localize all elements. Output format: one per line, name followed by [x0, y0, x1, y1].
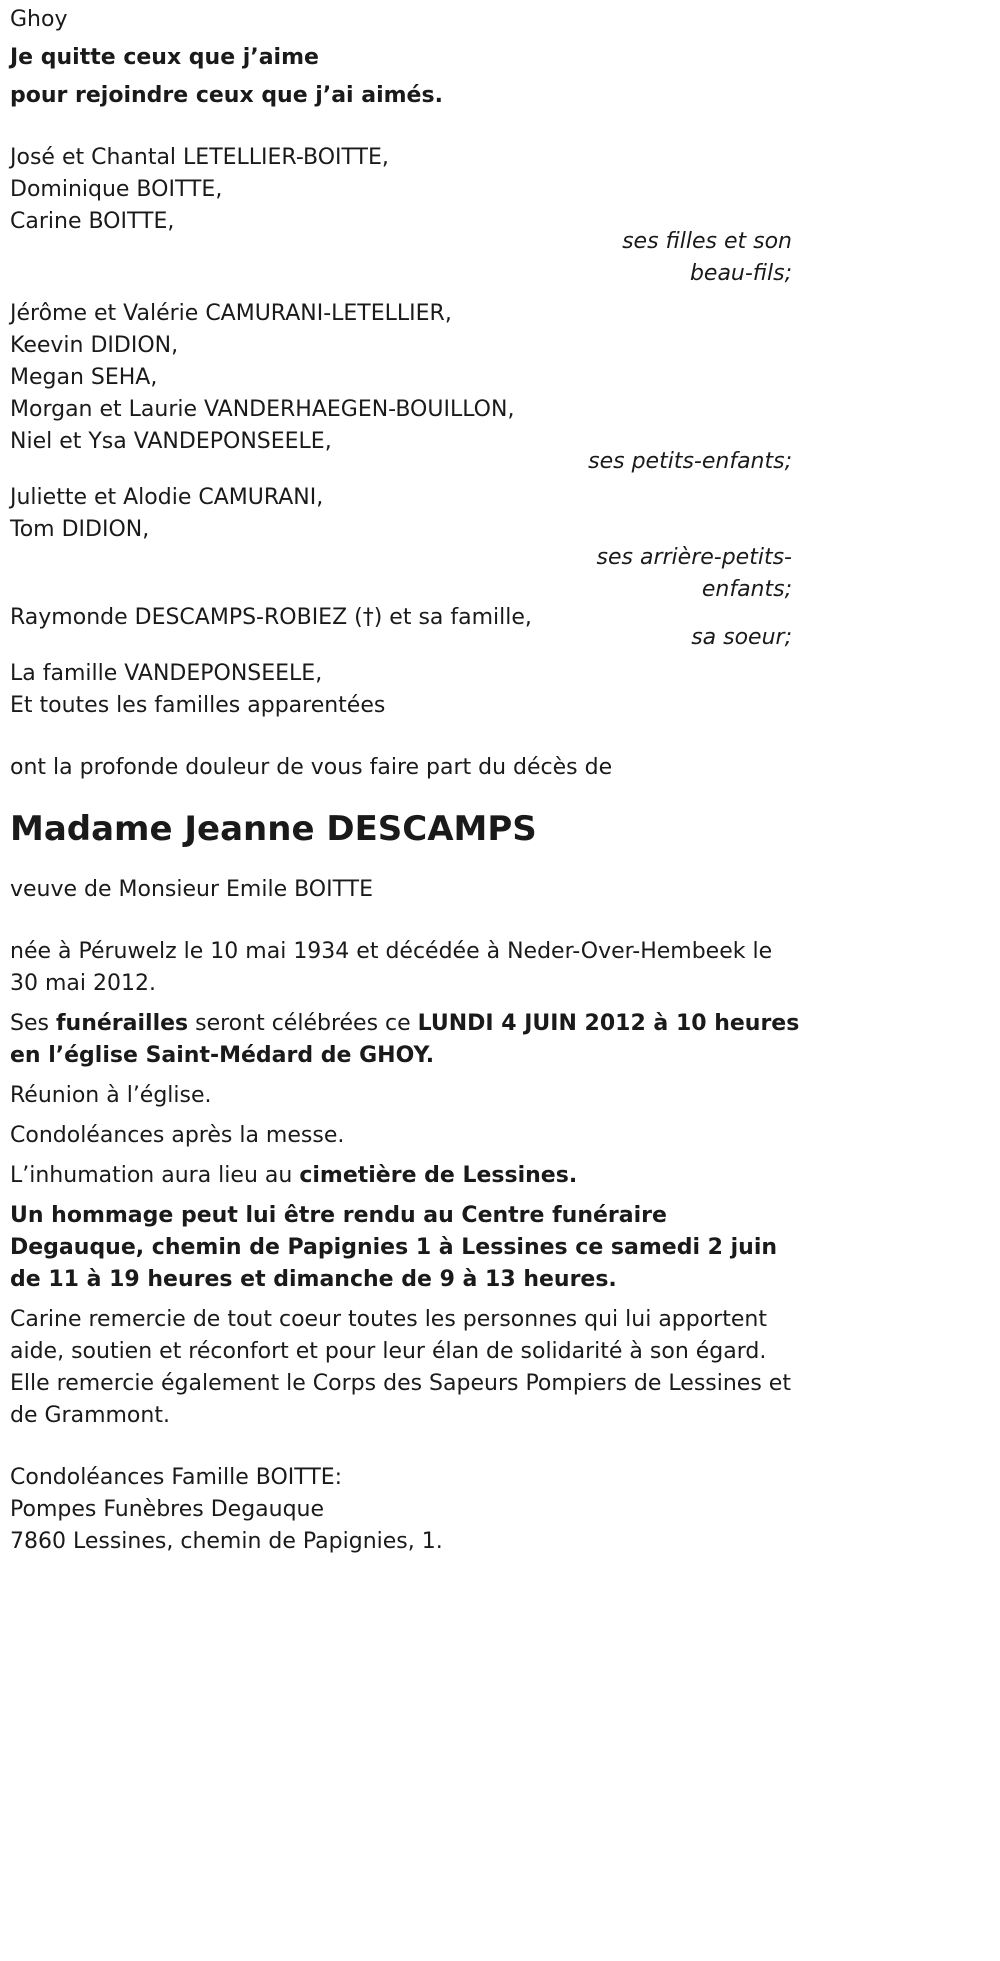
- family-member: Carine BOITTE,: [10, 209, 175, 234]
- great-grandchildren-list: [10, 482, 800, 546]
- funeral-keyword: funérailles: [55, 1011, 189, 1036]
- daughters-list: [10, 142, 800, 238]
- other-family-list: [10, 658, 800, 722]
- contact-line-1: Condoléances Famille BOITTE:: [10, 1465, 343, 1490]
- grandchildren-list: [10, 298, 800, 458]
- birth-death: née à Péruwelz le 10 mai 1934 et décédée à Neder-Over-Hembeek le 30 mai 2012.: [10, 939, 773, 996]
- family-member: Niel et Ysa VANDEPONSEELE,: [10, 429, 332, 454]
- inhumation-place: cimetière de Lessines.: [299, 1163, 578, 1188]
- funeral-seront: seront célébrées ce: [188, 1011, 418, 1036]
- family-member: Juliette et Alodie CAMURANI,: [10, 485, 324, 510]
- quote-line-2: pour rejoindre ceux que j’ai aimés.: [10, 83, 443, 108]
- daughters-relation-1: ses filles et son: [622, 229, 792, 254]
- daughters-relation-2: beau-fils;: [689, 261, 792, 286]
- obituary-page: [0, 4, 800, 1558]
- family-member: Et toutes les familles apparentées: [10, 693, 386, 718]
- inhumation: [10, 1160, 800, 1192]
- family-member: Morgan et Laurie VANDERHAEGEN-BOUILLON,: [10, 397, 515, 422]
- family-member: Keevin DIDION,: [10, 333, 179, 358]
- family-member: José et Chantal LETELLIER-BOITTE,: [10, 145, 389, 170]
- sister: Raymonde DESCAMPS-ROBIEZ (†) et sa famille,: [10, 605, 532, 630]
- contact-block: [10, 1462, 800, 1558]
- great-grandchildren-relation-1: ses arrière-petits-: [596, 545, 792, 570]
- hommage: Un hommage peut lui être rendu au Centre funéraire Degauque, chemin de Papignies 1 à Lessines ce samedi 2 juin de 11 à 19 heures et dimanche de 9 à 13 heures.: [10, 1203, 778, 1292]
- widow-of: veuve de Monsieur Emile BOITTE: [10, 877, 373, 902]
- remerciements: Carine remercie de tout coeur toutes les personnes qui lui apportent aide, soutien et réconfort et pour leur élan de solidarité à son égard. Elle remercie également le Corps des Sapeurs Pompiers de Lessines et de Grammont.: [10, 1307, 791, 1428]
- quote-line-1: Je quitte ceux que j’aime: [10, 45, 319, 70]
- inhumation-prefix: L’inhumation aura lieu au: [10, 1163, 300, 1188]
- sister-relation: sa soeur;: [691, 625, 792, 650]
- grandchildren-relation: ses petits-enfants;: [588, 449, 792, 474]
- location: Ghoy: [10, 7, 68, 32]
- condoleances-messe: Condoléances après la messe.: [10, 1123, 345, 1148]
- family-member: Dominique BOITTE,: [10, 177, 223, 202]
- contact-line-3: 7860 Lessines, chemin de Papignies, 1.: [10, 1529, 443, 1554]
- family-member: Jérôme et Valérie CAMURANI-LETELLIER,: [10, 301, 452, 326]
- contact-line-2: Pompes Funèbres Degauque: [10, 1497, 325, 1522]
- funeral-details: [10, 1008, 800, 1072]
- family-member: Tom DIDION,: [10, 517, 150, 542]
- reunion: Réunion à l’église.: [10, 1083, 212, 1108]
- family-member: La famille VANDEPONSEELE,: [10, 661, 323, 686]
- family-member: Megan SEHA,: [10, 365, 158, 390]
- deceased-name: Madame Jeanne DESCAMPS: [10, 809, 537, 849]
- funeral-date-place: LUNDI 4 JUIN 2012 à 10 heures en l’église Saint-Médard de GHOY.: [10, 1011, 800, 1068]
- announcement-intro: ont la profonde douleur de vous faire part du décès de: [10, 755, 613, 780]
- funeral-ses: Ses: [10, 1011, 56, 1036]
- great-grandchildren-relation-2: enfants;: [701, 577, 792, 602]
